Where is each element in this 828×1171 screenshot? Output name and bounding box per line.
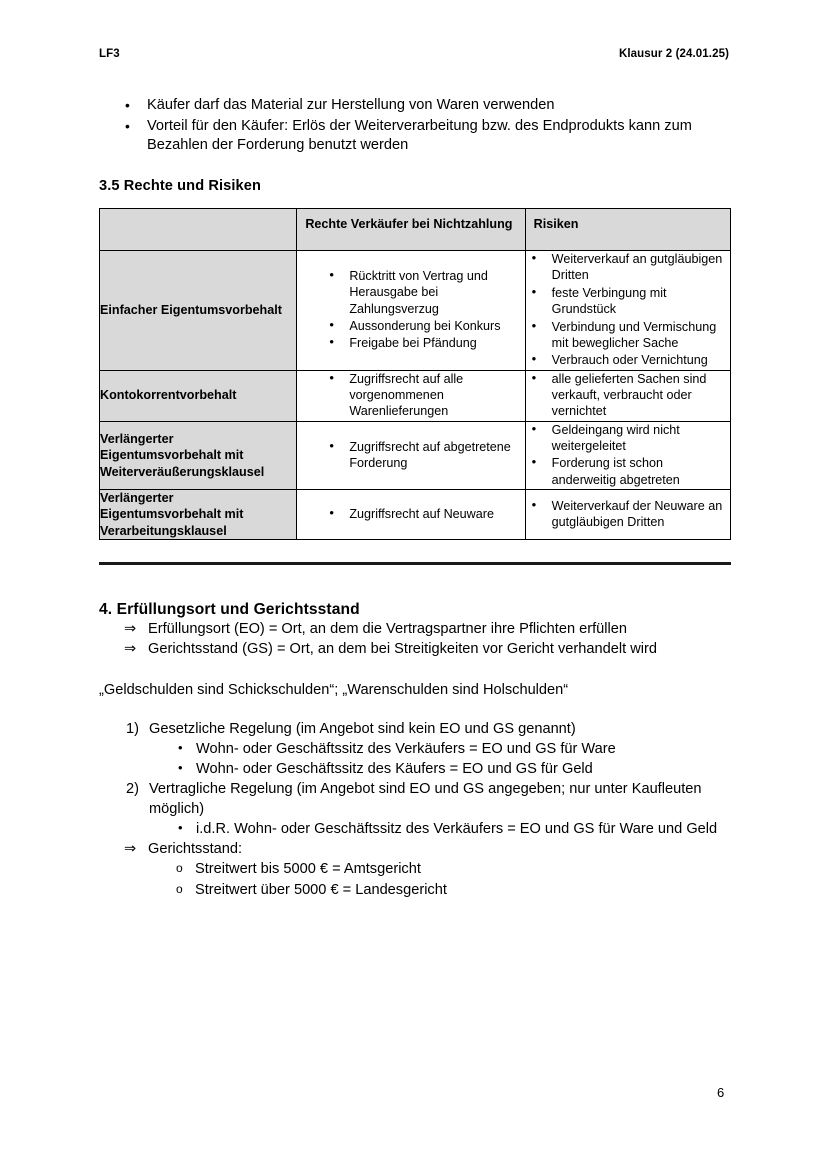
bullet-icon: • xyxy=(329,334,334,350)
list-item-text: Vorteil für den Käufer: Erlös der Weiterverarbeitung bzw. des Endprodukts kann zum Bezahlen der Forderung benutzt werden xyxy=(147,117,692,154)
list-item-text: alle gelieferten Sachen sind verkauft, verbraucht oder vernichtet xyxy=(551,371,707,419)
section-heading-35: 3.5 Rechte und Risiken xyxy=(99,178,261,195)
table-row xyxy=(100,421,731,489)
list-item-text: Erfüllungsort (EO) = Ort, an dem die Vertragspartner ihre Pflichten erfüllen xyxy=(148,621,627,638)
bullet-icon: • xyxy=(178,820,183,836)
bullet-icon: • xyxy=(531,496,537,512)
header-left-label: LF3 xyxy=(99,48,120,60)
list-item-text: Vertragliche Regelung (im Angebot sind EO und GS angegeben; nur unter Kaufleuten möglich) xyxy=(149,780,702,818)
list-item xyxy=(526,371,730,420)
rights-list xyxy=(323,371,524,420)
bullet-icon: • xyxy=(329,369,334,385)
column-header-blank xyxy=(100,209,297,251)
list-item-text: Wohn- oder Geschäftssitz des Käufers = EO und GS für Geld xyxy=(196,760,593,777)
list-item xyxy=(526,319,730,352)
list-item xyxy=(323,318,524,334)
row-label: Verlängerter Eigentumsvorbehalt mit Verarbeitungsklausel xyxy=(100,490,297,540)
list-item-text: Streitwert über 5000 € = Landesgericht xyxy=(195,881,447,898)
list-item-text: Aussonderung bei Konkurs xyxy=(349,319,501,333)
list-number: 2) xyxy=(126,780,139,797)
list-item xyxy=(99,719,731,779)
risks-list xyxy=(526,422,730,488)
table-body xyxy=(100,251,731,540)
rights-and-risks-table xyxy=(99,208,731,540)
risks-list xyxy=(526,251,730,369)
bullet-icon: • xyxy=(531,317,537,333)
bullet-icon: • xyxy=(531,454,537,470)
gerichtsstand-group xyxy=(99,839,731,899)
list-item xyxy=(99,639,731,659)
list-item-text: Weiterverkauf der Neuware an gutgläubigen Dritten xyxy=(551,498,723,530)
list-item xyxy=(148,859,731,879)
list-item xyxy=(99,619,731,639)
row-rights-cell xyxy=(297,370,525,421)
bullet-icon: • xyxy=(531,351,537,367)
double-arrow-icon: ⇒ xyxy=(124,621,137,638)
list-item xyxy=(99,96,731,116)
risks-list xyxy=(526,498,730,531)
page-content xyxy=(99,96,731,900)
page-header xyxy=(99,48,729,60)
list-item xyxy=(526,422,730,455)
table-header xyxy=(100,209,731,251)
table-header-row xyxy=(100,209,731,251)
bullet-icon: • xyxy=(329,437,334,453)
list-item xyxy=(526,498,730,531)
list-item-text: Gerichtsstand: xyxy=(148,841,243,858)
list-item-text: Käufer darf das Material zur Herstellung von Waren verwenden xyxy=(147,97,555,113)
list-item xyxy=(526,285,730,318)
list-item xyxy=(526,251,730,284)
list-item-text: Rücktritt von Vertrag und Herausgabe bei Zahlungsverzug xyxy=(349,268,488,316)
definitions-list xyxy=(99,619,731,659)
row-rights-cell xyxy=(297,251,525,371)
list-item xyxy=(99,117,731,156)
list-item-text: feste Verbingung mit Grundstück xyxy=(551,285,667,317)
row-risks-cell xyxy=(525,251,730,371)
page-number: 6 xyxy=(717,1085,725,1100)
list-item-text: Zugriffsrecht auf alle vorgenommenen Warenlieferungen xyxy=(349,371,464,419)
list-item-text: i.d.R. Wohn- oder Geschäftssitz des Verkäufers = EO und GS für Ware und Geld xyxy=(196,821,718,838)
row-rights-cell xyxy=(297,490,525,540)
row-risks-cell xyxy=(525,370,730,421)
list-item-text: Streitwert bis 5000 € = Amtsgericht xyxy=(195,861,421,878)
row-risks-cell xyxy=(525,490,730,540)
sub-bullet-list xyxy=(149,739,731,779)
list-item xyxy=(148,880,731,900)
rights-list xyxy=(323,268,524,352)
list-item-text: Gerichtsstand (GS) = Ort, an dem bei Streitigkeiten vor Gericht verhandelt wird xyxy=(148,641,657,658)
double-arrow-icon: ⇒ xyxy=(124,641,137,658)
bullet-icon: • xyxy=(531,369,537,385)
bullet-icon: • xyxy=(531,250,537,266)
section-divider xyxy=(99,562,731,565)
bullet-icon: • xyxy=(178,759,183,775)
bullet-icon: • xyxy=(125,97,130,113)
list-item-text: Weiterverkauf an gutgläubigen Dritten xyxy=(551,252,723,283)
bullet-icon: • xyxy=(329,266,334,282)
list-item-text: Geldeingang wird nicht weitergeleitet xyxy=(551,422,680,454)
row-rights-cell xyxy=(297,421,525,489)
bullet-icon: • xyxy=(125,117,130,134)
circle-bullet-icon: o xyxy=(176,861,183,876)
list-item-text: Verbindung und Vermischung mit beweglicher Sache xyxy=(551,319,717,350)
regulation-numbered-list xyxy=(99,719,731,840)
sub-bullet-list xyxy=(149,819,731,839)
row-risks-cell xyxy=(525,421,730,489)
row-label: Kontokorrentvorbehalt xyxy=(100,370,297,421)
list-item-text: Zugriffsrecht auf Neuware xyxy=(349,506,494,521)
quote-text: „Geldschulden sind Schickschulden“; „Warenschulden sind Holschulden“ xyxy=(99,682,569,699)
row-label: Verlängerter Eigentumsvorbehalt mit Weiterveräußerungsklausel xyxy=(100,421,297,489)
bullet-icon: • xyxy=(531,420,537,436)
list-item-text: Gesetzliche Regelung (im Angebot sind kein EO und GS genannt) xyxy=(149,720,576,737)
list-item xyxy=(526,455,730,488)
table-row xyxy=(100,251,731,371)
list-item xyxy=(149,819,731,839)
list-item xyxy=(323,439,524,472)
list-item xyxy=(323,268,524,317)
section-heading-4: 4. Erfüllungsort und Gerichtsstand xyxy=(99,601,360,619)
list-item-text: Wohn- oder Geschäftssitz des Verkäufers = EO und GS für Ware xyxy=(196,740,616,757)
list-item-text: Verbrauch oder Vernichtung xyxy=(551,353,708,368)
circle-bullet-icon: o xyxy=(176,881,183,896)
list-item-text: Freigabe bei Pfändung xyxy=(349,336,477,351)
table-row xyxy=(100,370,731,421)
intro-bullet-list xyxy=(99,96,731,156)
rights-list xyxy=(323,506,524,522)
table-row xyxy=(100,490,731,540)
column-header-rights: Rechte Verkäufer bei Nichtzahlung xyxy=(297,209,525,251)
list-item-text: Forderung ist schon anderweitig abgetreten xyxy=(551,456,680,487)
list-item xyxy=(99,839,731,899)
bullet-icon: • xyxy=(329,317,334,332)
list-item xyxy=(323,506,524,522)
column-header-risks: Risiken xyxy=(525,209,730,251)
bullet-icon: • xyxy=(329,504,334,520)
rights-list xyxy=(323,439,524,472)
risks-list xyxy=(526,371,730,420)
row-label: Einfacher Eigentumsvorbehalt xyxy=(100,251,297,371)
bullet-icon: • xyxy=(531,283,537,299)
streitwert-list xyxy=(148,859,731,899)
list-item xyxy=(149,759,731,779)
header-right-label: Klausur 2 (24.01.25) xyxy=(618,48,729,60)
double-arrow-icon: ⇒ xyxy=(124,841,137,858)
list-item xyxy=(149,739,731,759)
list-item xyxy=(99,779,731,839)
bullet-icon: • xyxy=(178,739,183,755)
list-item xyxy=(323,335,524,351)
list-item xyxy=(323,371,524,420)
list-number: 1) xyxy=(126,720,139,737)
list-item-text: Zugriffsrecht auf abgetretene Forderung xyxy=(349,439,511,470)
list-item xyxy=(526,352,730,368)
